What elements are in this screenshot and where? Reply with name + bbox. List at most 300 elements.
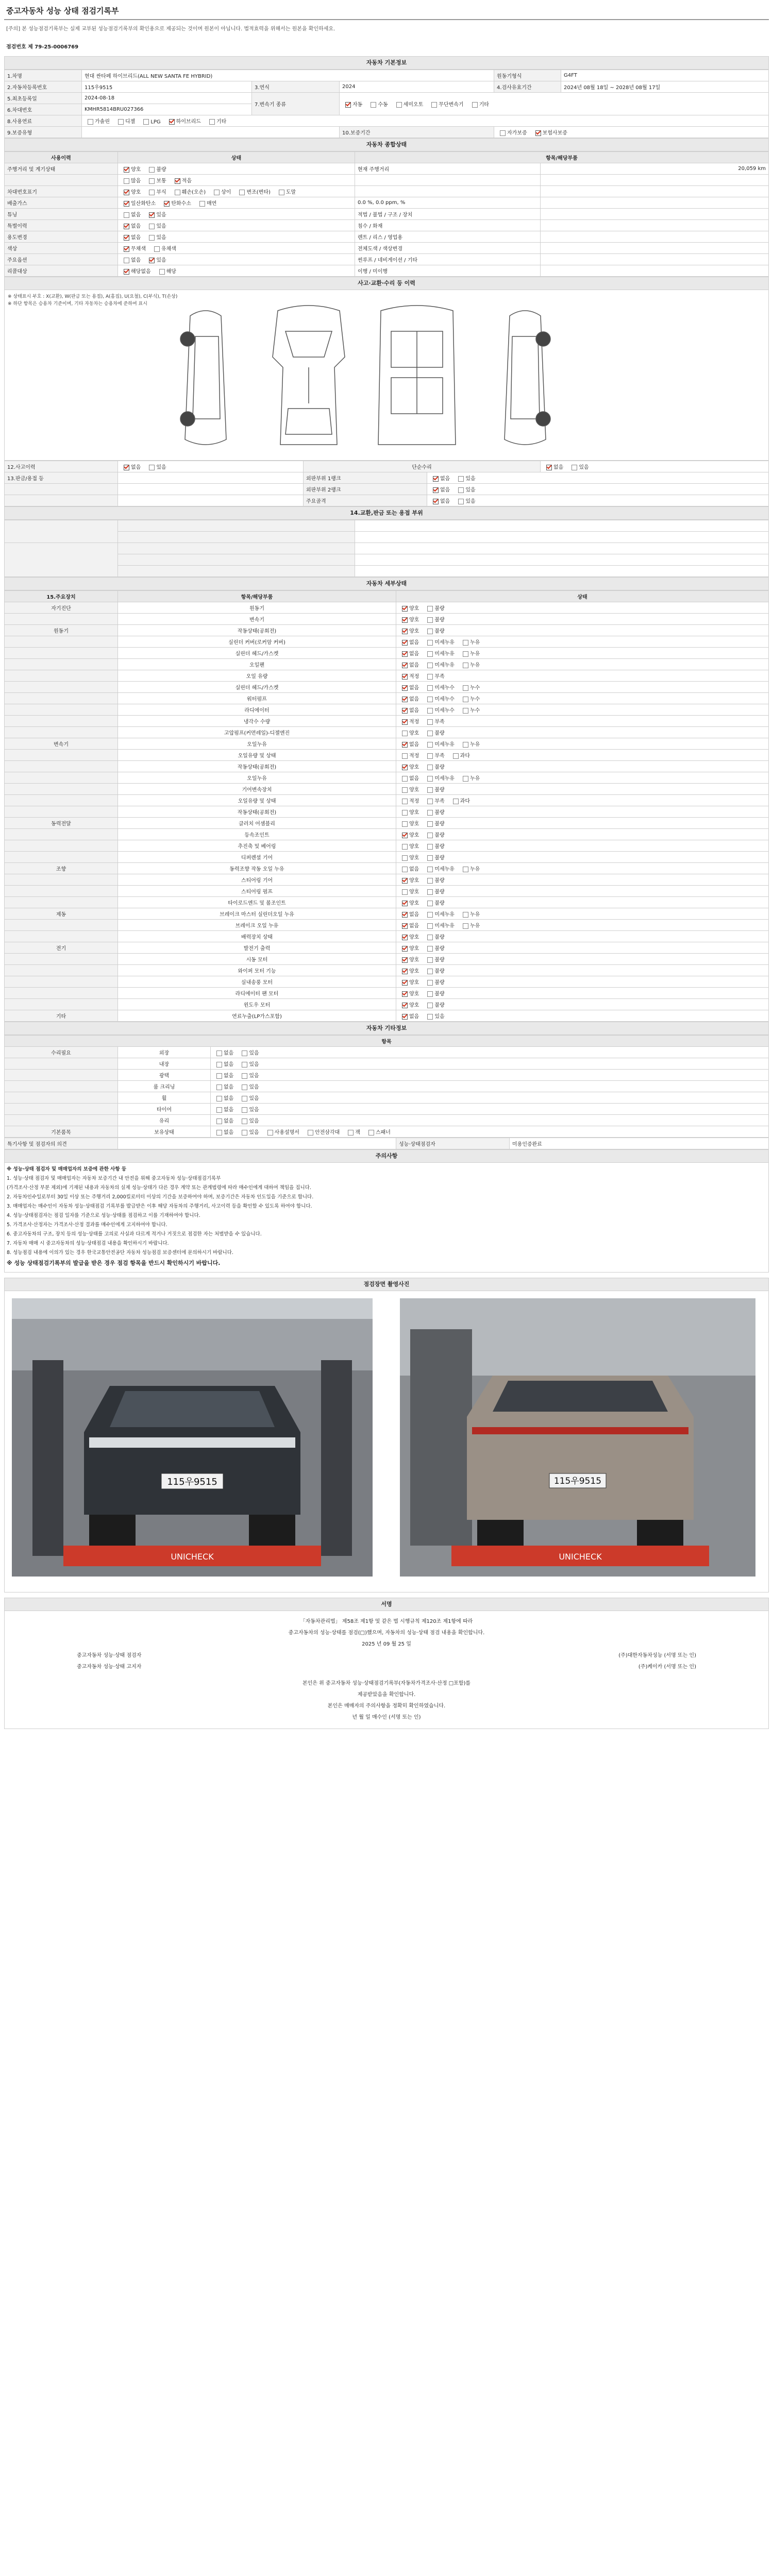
checkbox-icon[interactable] <box>463 708 468 714</box>
checkbox-icon[interactable] <box>402 787 408 793</box>
checkbox-icon[interactable] <box>159 269 165 275</box>
checkbox-icon[interactable] <box>402 855 408 861</box>
checkbox-icon[interactable] <box>149 465 155 470</box>
checkbox-icon[interactable] <box>149 178 155 184</box>
other-option[interactable] <box>239 1105 259 1113</box>
detail-option[interactable] <box>399 717 419 725</box>
detail-option[interactable] <box>460 921 480 929</box>
checkbox-icon[interactable] <box>216 1062 222 1067</box>
checkbox-checked-icon[interactable] <box>175 178 180 184</box>
general-option[interactable] <box>146 210 166 218</box>
checkbox-icon[interactable] <box>143 119 149 125</box>
checkbox-icon[interactable] <box>427 765 433 770</box>
general-option[interactable] <box>121 199 156 207</box>
checkbox-checked-icon[interactable] <box>535 130 541 136</box>
detail-option[interactable] <box>399 660 419 668</box>
checkbox-icon[interactable] <box>402 810 408 816</box>
detail-option[interactable] <box>399 989 419 997</box>
detail-option[interactable] <box>399 808 419 816</box>
checkbox-checked-icon[interactable] <box>402 935 408 940</box>
checkbox-icon[interactable] <box>427 776 433 782</box>
detail-option[interactable] <box>399 921 419 929</box>
detail-option[interactable] <box>399 842 419 850</box>
checkbox-icon[interactable] <box>175 190 180 195</box>
detail-option[interactable] <box>424 955 444 963</box>
general-option[interactable] <box>121 233 141 241</box>
checkbox-icon[interactable] <box>453 753 459 759</box>
checkbox-icon[interactable] <box>199 201 205 207</box>
checkbox-icon[interactable] <box>267 1130 273 1136</box>
other-option[interactable] <box>305 1128 340 1136</box>
checkbox-icon[interactable] <box>427 629 433 634</box>
other-option[interactable] <box>239 1082 259 1090</box>
general-option[interactable] <box>161 199 191 207</box>
detail-option[interactable] <box>399 955 419 963</box>
detail-option[interactable] <box>424 831 444 838</box>
general-option[interactable] <box>172 188 206 195</box>
checkbox-icon[interactable] <box>402 799 408 804</box>
checkbox-icon[interactable] <box>427 697 433 702</box>
other-option[interactable] <box>213 1060 233 1067</box>
other-option[interactable] <box>239 1116 259 1124</box>
checkbox-icon[interactable] <box>402 731 408 736</box>
detail-option[interactable] <box>399 706 419 714</box>
checkbox-icon[interactable] <box>572 465 577 470</box>
checkbox-icon[interactable] <box>216 1073 222 1079</box>
other-option[interactable] <box>213 1105 233 1113</box>
checkbox-icon[interactable] <box>458 476 464 482</box>
detail-option[interactable] <box>399 887 419 895</box>
checkbox-icon[interactable] <box>463 912 468 918</box>
detail-option[interactable] <box>399 978 419 986</box>
detail-option[interactable] <box>399 876 419 884</box>
gearbox-options-option[interactable] <box>469 100 489 108</box>
checkbox-icon[interactable] <box>124 178 129 184</box>
checkbox-icon[interactable] <box>402 867 408 872</box>
fuel-options-option[interactable] <box>115 117 135 125</box>
general-option[interactable] <box>172 176 192 184</box>
accident-option[interactable] <box>146 463 166 470</box>
checkbox-icon[interactable] <box>427 946 433 952</box>
checkbox-checked-icon[interactable] <box>402 901 408 906</box>
detail-option[interactable] <box>424 615 444 623</box>
accident-option[interactable] <box>121 463 141 470</box>
checkbox-icon[interactable] <box>427 731 433 736</box>
detail-option[interactable] <box>399 751 419 759</box>
checkbox-icon[interactable] <box>427 663 433 668</box>
detail-option[interactable] <box>424 717 444 725</box>
detail-option[interactable] <box>424 876 444 884</box>
detail-option[interactable] <box>399 785 419 793</box>
checkbox-icon[interactable] <box>402 889 408 895</box>
checkbox-icon[interactable] <box>431 102 437 108</box>
checkbox-icon[interactable] <box>239 190 245 195</box>
detail-option[interactable] <box>424 808 444 816</box>
checkbox-checked-icon[interactable] <box>124 246 129 252</box>
checkbox-icon[interactable] <box>216 1084 222 1090</box>
detail-option[interactable] <box>424 604 444 612</box>
detail-option[interactable] <box>424 774 455 782</box>
detail-option[interactable] <box>399 649 419 657</box>
detail-option[interactable] <box>424 967 444 974</box>
detail-option[interactable] <box>399 762 419 770</box>
general-option[interactable] <box>196 199 216 207</box>
detail-option[interactable] <box>424 638 455 646</box>
general-option[interactable] <box>146 188 166 195</box>
checkbox-icon[interactable] <box>458 487 464 493</box>
detail-option[interactable] <box>424 683 455 691</box>
checkbox-icon[interactable] <box>348 1130 354 1136</box>
detail-option[interactable] <box>399 899 419 906</box>
checkbox-icon[interactable] <box>427 742 433 748</box>
fuel-options-option[interactable] <box>166 117 201 125</box>
accident-option[interactable] <box>430 497 450 504</box>
checkbox-icon[interactable] <box>463 742 468 748</box>
checkbox-icon[interactable] <box>427 844 433 850</box>
detail-option[interactable] <box>424 706 455 714</box>
checkbox-icon[interactable] <box>402 776 408 782</box>
accident-option[interactable] <box>430 474 450 482</box>
detail-option[interactable] <box>424 865 455 872</box>
checkbox-icon[interactable] <box>242 1062 247 1067</box>
checkbox-icon[interactable] <box>472 102 478 108</box>
checkbox-checked-icon[interactable] <box>164 201 170 207</box>
checkbox-checked-icon[interactable] <box>402 765 408 770</box>
detail-option[interactable] <box>399 740 419 748</box>
checkbox-icon[interactable] <box>242 1084 247 1090</box>
checkbox-icon[interactable] <box>463 867 468 872</box>
checkbox-icon[interactable] <box>214 190 220 195</box>
checkbox-icon[interactable] <box>427 651 433 657</box>
checkbox-icon[interactable] <box>149 190 155 195</box>
checkbox-checked-icon[interactable] <box>402 957 408 963</box>
general-option[interactable] <box>121 165 141 173</box>
checkbox-icon[interactable] <box>427 923 433 929</box>
detail-option[interactable] <box>424 910 455 918</box>
general-option[interactable] <box>146 165 166 173</box>
checkbox-icon[interactable] <box>427 719 433 725</box>
checkbox-icon[interactable] <box>427 855 433 861</box>
checkbox-icon[interactable] <box>368 1130 374 1136</box>
detail-option[interactable] <box>460 649 480 657</box>
checkbox-icon[interactable] <box>458 499 464 504</box>
checkbox-icon[interactable] <box>427 980 433 986</box>
checkbox-icon[interactable] <box>427 708 433 714</box>
detail-option[interactable] <box>460 774 480 782</box>
general-option[interactable] <box>146 222 166 229</box>
general-option[interactable] <box>156 267 176 275</box>
other-option[interactable] <box>239 1071 259 1079</box>
general-option[interactable] <box>146 176 166 184</box>
checkbox-icon[interactable] <box>427 753 433 759</box>
checkbox-checked-icon[interactable] <box>402 991 408 997</box>
other-option[interactable] <box>213 1128 233 1136</box>
general-option[interactable] <box>151 244 176 252</box>
checkbox-checked-icon[interactable] <box>402 878 408 884</box>
general-option[interactable] <box>276 188 296 195</box>
checkbox-icon[interactable] <box>427 606 433 612</box>
detail-option[interactable] <box>424 660 455 668</box>
other-option[interactable] <box>239 1094 259 1101</box>
checkbox-checked-icon[interactable] <box>402 629 408 634</box>
detail-option[interactable] <box>399 694 419 702</box>
checkbox-icon[interactable] <box>124 212 129 218</box>
checkbox-checked-icon[interactable] <box>402 640 408 646</box>
general-option[interactable] <box>146 256 166 263</box>
detail-option[interactable] <box>460 865 480 872</box>
checkbox-icon[interactable] <box>427 889 433 895</box>
checkbox-icon[interactable] <box>463 685 468 691</box>
checkbox-icon[interactable] <box>463 640 468 646</box>
checkbox-checked-icon[interactable] <box>149 212 155 218</box>
checkbox-checked-icon[interactable] <box>402 606 408 612</box>
general-option[interactable] <box>121 210 141 218</box>
detail-option[interactable] <box>424 649 455 657</box>
detail-option[interactable] <box>424 796 444 804</box>
detail-option[interactable] <box>450 796 470 804</box>
general-option[interactable] <box>121 256 141 263</box>
checkbox-icon[interactable] <box>427 821 433 827</box>
checkbox-icon[interactable] <box>371 102 376 108</box>
checkbox-checked-icon[interactable] <box>433 476 439 482</box>
other-option[interactable] <box>239 1060 259 1067</box>
checkbox-checked-icon[interactable] <box>402 651 408 657</box>
checkbox-icon[interactable] <box>242 1050 247 1056</box>
checkbox-checked-icon[interactable] <box>169 119 175 125</box>
checkbox-icon[interactable] <box>453 799 459 804</box>
checkbox-checked-icon[interactable] <box>124 224 129 229</box>
checkbox-checked-icon[interactable] <box>124 201 129 207</box>
detail-option[interactable] <box>399 1012 419 1020</box>
checkbox-icon[interactable] <box>154 246 160 252</box>
checkbox-icon[interactable] <box>149 167 155 173</box>
checkbox-icon[interactable] <box>149 235 155 241</box>
detail-option[interactable] <box>399 615 419 623</box>
checkbox-icon[interactable] <box>427 833 433 838</box>
checkbox-icon[interactable] <box>216 1050 222 1056</box>
checkbox-icon[interactable] <box>427 685 433 691</box>
other-option[interactable] <box>239 1128 259 1136</box>
gearbox-options-option[interactable] <box>342 100 362 108</box>
checkbox-icon[interactable] <box>427 901 433 906</box>
checkbox-icon[interactable] <box>427 787 433 793</box>
detail-option[interactable] <box>399 728 419 736</box>
checkbox-icon[interactable] <box>242 1118 247 1124</box>
detail-option[interactable] <box>424 933 444 940</box>
gearbox-options-option[interactable] <box>367 100 388 108</box>
checkbox-icon[interactable] <box>463 776 468 782</box>
checkbox-checked-icon[interactable] <box>124 465 129 470</box>
checkbox-icon[interactable] <box>427 674 433 680</box>
detail-option[interactable] <box>424 899 444 906</box>
checkbox-checked-icon[interactable] <box>402 1014 408 1020</box>
other-option[interactable] <box>213 1094 233 1101</box>
checkbox-checked-icon[interactable] <box>433 487 439 493</box>
other-option[interactable] <box>213 1116 233 1124</box>
checkbox-icon[interactable] <box>149 224 155 229</box>
accident-repair-option[interactable] <box>568 463 589 470</box>
checkbox-checked-icon[interactable] <box>402 617 408 623</box>
checkbox-checked-icon[interactable] <box>402 923 408 929</box>
checkbox-checked-icon[interactable] <box>402 1003 408 1008</box>
detail-option[interactable] <box>460 910 480 918</box>
detail-option[interactable] <box>424 1012 444 1020</box>
checkbox-icon[interactable] <box>216 1130 222 1136</box>
checkbox-icon[interactable] <box>427 810 433 816</box>
gearbox-options-option[interactable] <box>428 100 463 108</box>
detail-option[interactable] <box>424 1001 444 1008</box>
checkbox-checked-icon[interactable] <box>402 833 408 838</box>
checkbox-checked-icon[interactable] <box>124 235 129 241</box>
general-option[interactable] <box>211 188 231 195</box>
detail-option[interactable] <box>424 728 444 736</box>
other-option[interactable] <box>345 1128 360 1136</box>
checkbox-checked-icon[interactable] <box>402 980 408 986</box>
detail-option[interactable] <box>399 604 419 612</box>
detail-option[interactable] <box>399 626 419 634</box>
general-option[interactable] <box>236 188 270 195</box>
checkbox-icon[interactable] <box>427 799 433 804</box>
other-option[interactable] <box>213 1048 233 1056</box>
checkbox-checked-icon[interactable] <box>124 167 129 173</box>
checkbox-icon[interactable] <box>402 844 408 850</box>
other-option[interactable] <box>213 1082 233 1090</box>
detail-option[interactable] <box>424 694 455 702</box>
detail-option[interactable] <box>424 978 444 986</box>
checkbox-checked-icon[interactable] <box>345 102 351 108</box>
checkbox-icon[interactable] <box>242 1107 247 1113</box>
checkbox-checked-icon[interactable] <box>402 663 408 668</box>
other-option[interactable] <box>213 1071 233 1079</box>
detail-option[interactable] <box>424 626 444 634</box>
detail-option[interactable] <box>424 762 444 770</box>
checkbox-icon[interactable] <box>209 119 215 125</box>
detail-option[interactable] <box>424 819 444 827</box>
detail-option[interactable] <box>424 887 444 895</box>
detail-option[interactable] <box>460 694 480 702</box>
checkbox-icon[interactable] <box>216 1118 222 1124</box>
checkbox-checked-icon[interactable] <box>402 969 408 974</box>
detail-option[interactable] <box>424 842 444 850</box>
checkbox-icon[interactable] <box>427 912 433 918</box>
checkbox-icon[interactable] <box>216 1107 222 1113</box>
detail-option[interactable] <box>460 660 480 668</box>
fuel-options-option[interactable] <box>206 117 226 125</box>
checkbox-icon[interactable] <box>463 663 468 668</box>
detail-option[interactable] <box>460 740 480 748</box>
detail-option[interactable] <box>460 638 480 646</box>
other-option[interactable] <box>239 1048 259 1056</box>
checkbox-checked-icon[interactable] <box>433 499 439 504</box>
detail-option[interactable] <box>399 944 419 952</box>
checkbox-checked-icon[interactable] <box>124 269 129 275</box>
detail-option[interactable] <box>460 706 480 714</box>
checkbox-icon[interactable] <box>242 1073 247 1079</box>
checkbox-checked-icon[interactable] <box>402 697 408 702</box>
detail-option[interactable] <box>399 865 419 872</box>
checkbox-icon[interactable] <box>402 753 408 759</box>
detail-option[interactable] <box>399 1001 419 1008</box>
detail-option[interactable] <box>424 740 455 748</box>
detail-option[interactable] <box>399 774 419 782</box>
fuel-options-option[interactable] <box>85 117 110 125</box>
checkbox-icon[interactable] <box>427 935 433 940</box>
detail-option[interactable] <box>399 933 419 940</box>
checkbox-icon[interactable] <box>463 697 468 702</box>
checkbox-icon[interactable] <box>427 1014 433 1020</box>
detail-option[interactable] <box>399 853 419 861</box>
checkbox-checked-icon[interactable] <box>402 946 408 952</box>
checkbox-checked-icon[interactable] <box>402 742 408 748</box>
checkbox-checked-icon[interactable] <box>402 708 408 714</box>
checkbox-icon[interactable] <box>402 821 408 827</box>
accident-option[interactable] <box>455 497 475 504</box>
detail-option[interactable] <box>399 796 419 804</box>
accident-option[interactable] <box>455 485 475 493</box>
checkbox-icon[interactable] <box>463 923 468 929</box>
accident-repair-option[interactable] <box>543 463 563 470</box>
general-option[interactable] <box>146 233 166 241</box>
warranty-options-option[interactable] <box>532 128 567 136</box>
fuel-options-option[interactable] <box>140 119 160 125</box>
detail-option[interactable] <box>450 751 470 759</box>
general-option[interactable] <box>121 267 151 275</box>
detail-option[interactable] <box>460 683 480 691</box>
detail-option[interactable] <box>424 989 444 997</box>
warranty-options-option[interactable] <box>497 128 527 136</box>
checkbox-checked-icon[interactable] <box>149 258 155 263</box>
checkbox-icon[interactable] <box>427 957 433 963</box>
detail-option[interactable] <box>424 853 444 861</box>
general-option[interactable] <box>121 222 141 229</box>
checkbox-icon[interactable] <box>427 640 433 646</box>
other-option[interactable] <box>365 1128 391 1136</box>
checkbox-icon[interactable] <box>242 1130 247 1136</box>
checkbox-checked-icon[interactable] <box>546 465 552 470</box>
checkbox-icon[interactable] <box>427 991 433 997</box>
checkbox-checked-icon[interactable] <box>402 674 408 680</box>
checkbox-icon[interactable] <box>427 867 433 872</box>
checkbox-icon[interactable] <box>500 130 506 136</box>
checkbox-icon[interactable] <box>396 102 402 108</box>
checkbox-icon[interactable] <box>242 1096 247 1101</box>
checkbox-checked-icon[interactable] <box>402 912 408 918</box>
detail-option[interactable] <box>399 910 419 918</box>
detail-option[interactable] <box>424 785 444 793</box>
detail-option[interactable] <box>424 672 444 680</box>
checkbox-icon[interactable] <box>308 1130 313 1136</box>
checkbox-icon[interactable] <box>427 969 433 974</box>
checkbox-icon[interactable] <box>427 878 433 884</box>
general-option[interactable] <box>121 244 146 252</box>
accident-option[interactable] <box>430 485 450 493</box>
checkbox-checked-icon[interactable] <box>124 190 129 195</box>
checkbox-icon[interactable] <box>427 1003 433 1008</box>
checkbox-icon[interactable] <box>118 119 124 125</box>
checkbox-icon[interactable] <box>463 651 468 657</box>
detail-option[interactable] <box>399 967 419 974</box>
checkbox-icon[interactable] <box>427 617 433 623</box>
checkbox-icon[interactable] <box>124 258 129 263</box>
general-option[interactable] <box>121 188 141 195</box>
checkbox-checked-icon[interactable] <box>402 719 408 725</box>
detail-option[interactable] <box>399 831 419 838</box>
checkbox-icon[interactable] <box>216 1096 222 1101</box>
detail-option[interactable] <box>424 921 455 929</box>
detail-option[interactable] <box>399 683 419 691</box>
detail-option[interactable] <box>399 672 419 680</box>
detail-option[interactable] <box>399 819 419 827</box>
